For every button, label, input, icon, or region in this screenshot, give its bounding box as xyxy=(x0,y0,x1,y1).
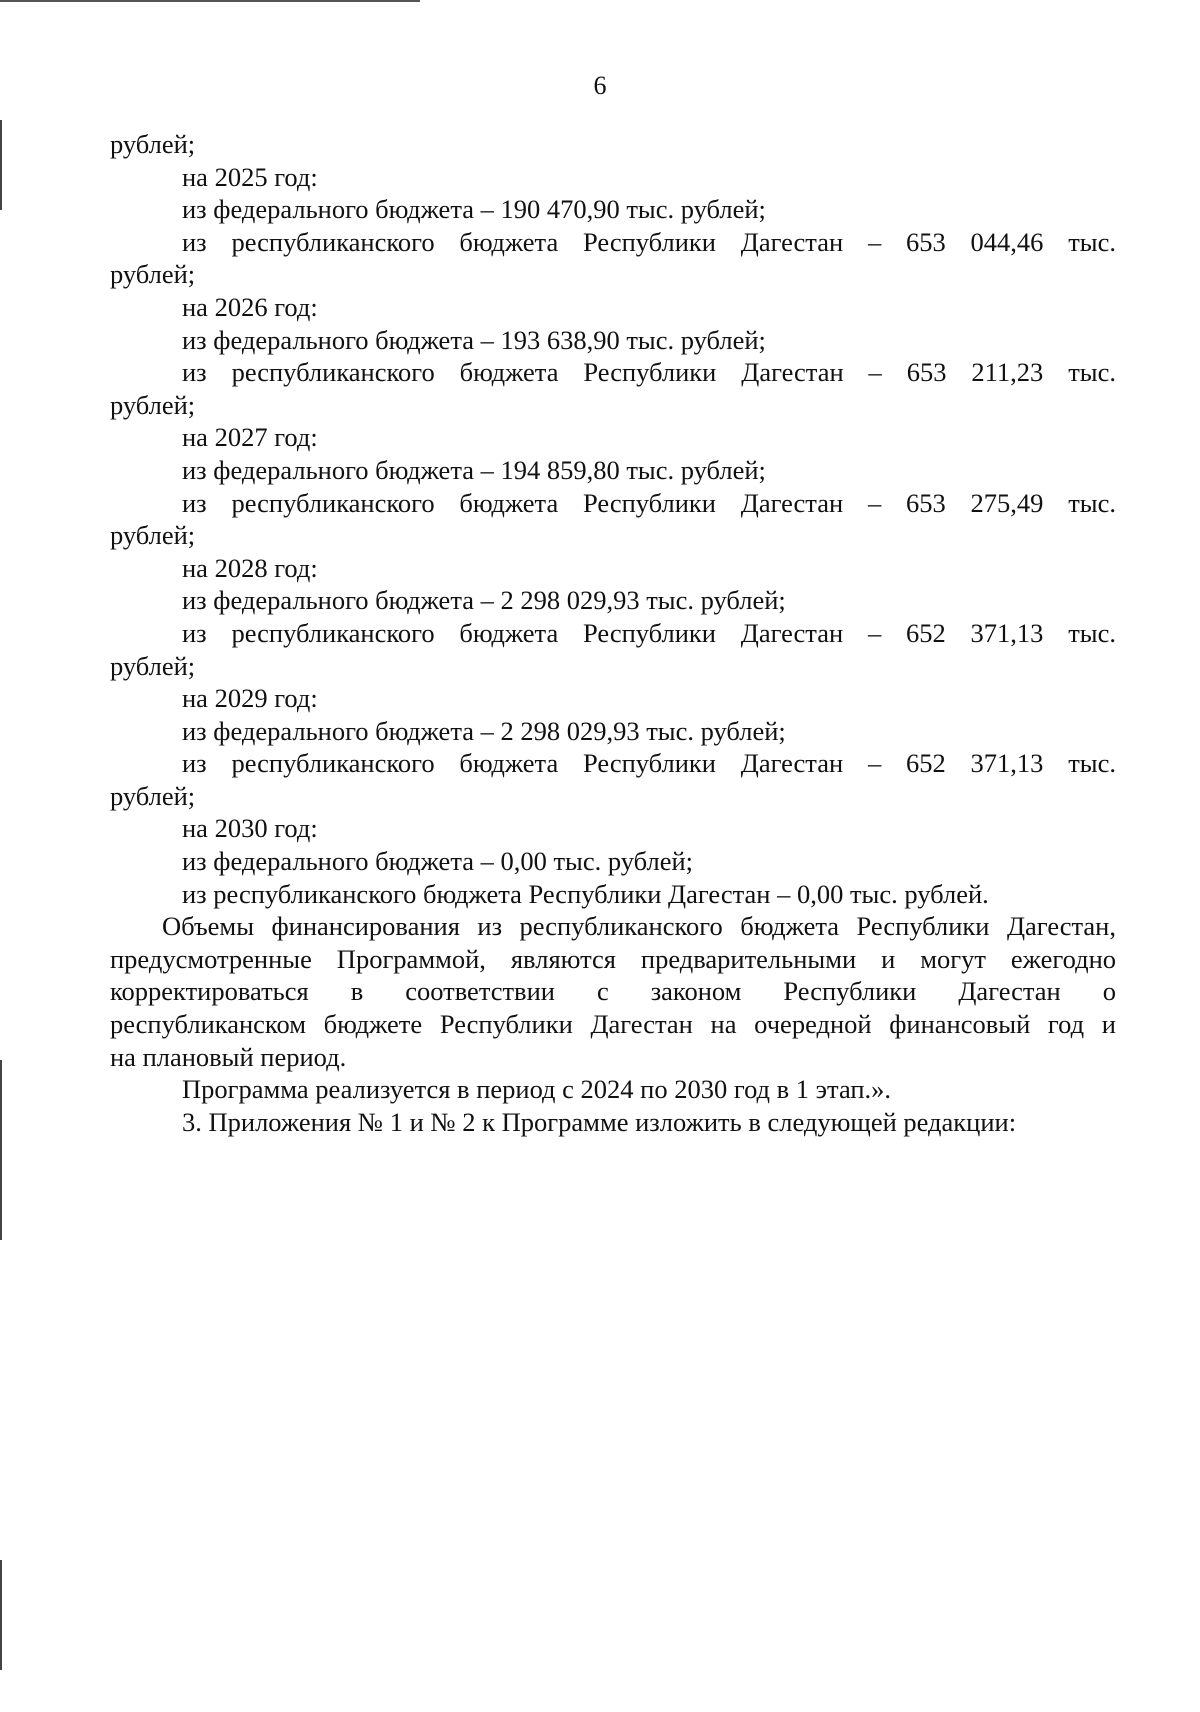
year-heading: на 2029 год: xyxy=(182,683,318,714)
paragraph-line: Программа реализуется в период с 2024 по 2030 год в 1 этап.». xyxy=(182,1074,892,1105)
text-line: рублей; xyxy=(110,389,196,420)
scan-artifact-top xyxy=(0,0,420,2)
year-heading: на 2025 год: xyxy=(182,161,318,192)
paragraph-line: предусмотренные Программой, являются предварительными и могут ежегодно xyxy=(110,943,1116,974)
federal-budget-line: из федерального бюджета – 190 470,90 тыс. рублей; xyxy=(182,194,766,225)
republic-budget-line: из республиканского бюджета Республики Дагестан – 0,00 тыс. рублей. xyxy=(182,878,989,909)
text-line: рублей; xyxy=(110,259,196,290)
text-line: рублей; xyxy=(110,129,196,159)
text-line: рублей; xyxy=(110,520,196,551)
scan-artifact-left-edge xyxy=(0,1560,2,1670)
federal-budget-line: из федерального бюджета – 0,00 тыс. рублей; xyxy=(182,846,694,877)
republic-budget-line: из республиканского бюджета Республики Дагестан – 652 371,13 тыс. xyxy=(182,748,1116,779)
federal-budget-line: из федерального бюджета – 2 298 029,93 тыс. рублей; xyxy=(182,715,786,746)
document-body xyxy=(110,128,1116,1138)
federal-budget-line: из федерального бюджета – 2 298 029,93 тыс. рублей; xyxy=(182,585,786,616)
republic-budget-line: из республиканского бюджета Республики Дагестан – 653 275,49 тыс. xyxy=(182,487,1116,518)
page-number: 6 xyxy=(593,71,607,100)
republic-budget-line: из республиканского бюджета Республики Дагестан – 653 211,23 тыс. xyxy=(182,357,1116,388)
scan-artifact-left-edge xyxy=(0,120,2,210)
paragraph-line: Объемы финансирования из республиканского бюджета Республики Дагестан, xyxy=(162,911,1116,942)
text-line: рублей; xyxy=(110,780,196,811)
republic-budget-line: из республиканского бюджета Республики Дагестан – 653 044,46 тыс. xyxy=(182,226,1116,257)
year-heading: на 2026 год: xyxy=(182,291,318,322)
federal-budget-line: из федерального бюджета – 193 638,90 тыс. рублей; xyxy=(182,324,766,355)
paragraph-line: корректироваться в соответствии с законом Республики Дагестан о xyxy=(110,976,1116,1007)
text-line: рублей; xyxy=(110,650,196,681)
republic-budget-line: из республиканского бюджета Республики Дагестан – 652 371,13 тыс. xyxy=(182,617,1116,648)
scan-artifact-left-edge xyxy=(0,1060,2,1240)
year-heading: на 2030 год: xyxy=(182,813,318,844)
paragraph-line: республиканском бюджете Республики Дагестан на очередной финансовый год и xyxy=(110,1009,1116,1040)
paragraph-line: на плановый период. xyxy=(110,1041,347,1072)
federal-budget-line: из федерального бюджета – 194 859,80 тыс. рублей; xyxy=(182,454,766,485)
year-heading: на 2027 год: xyxy=(182,422,318,453)
numbered-clause: 3. Приложения № 1 и № 2 к Программе изложить в следующей редакции: xyxy=(182,1106,1017,1137)
year-heading: на 2028 год: xyxy=(182,552,318,583)
